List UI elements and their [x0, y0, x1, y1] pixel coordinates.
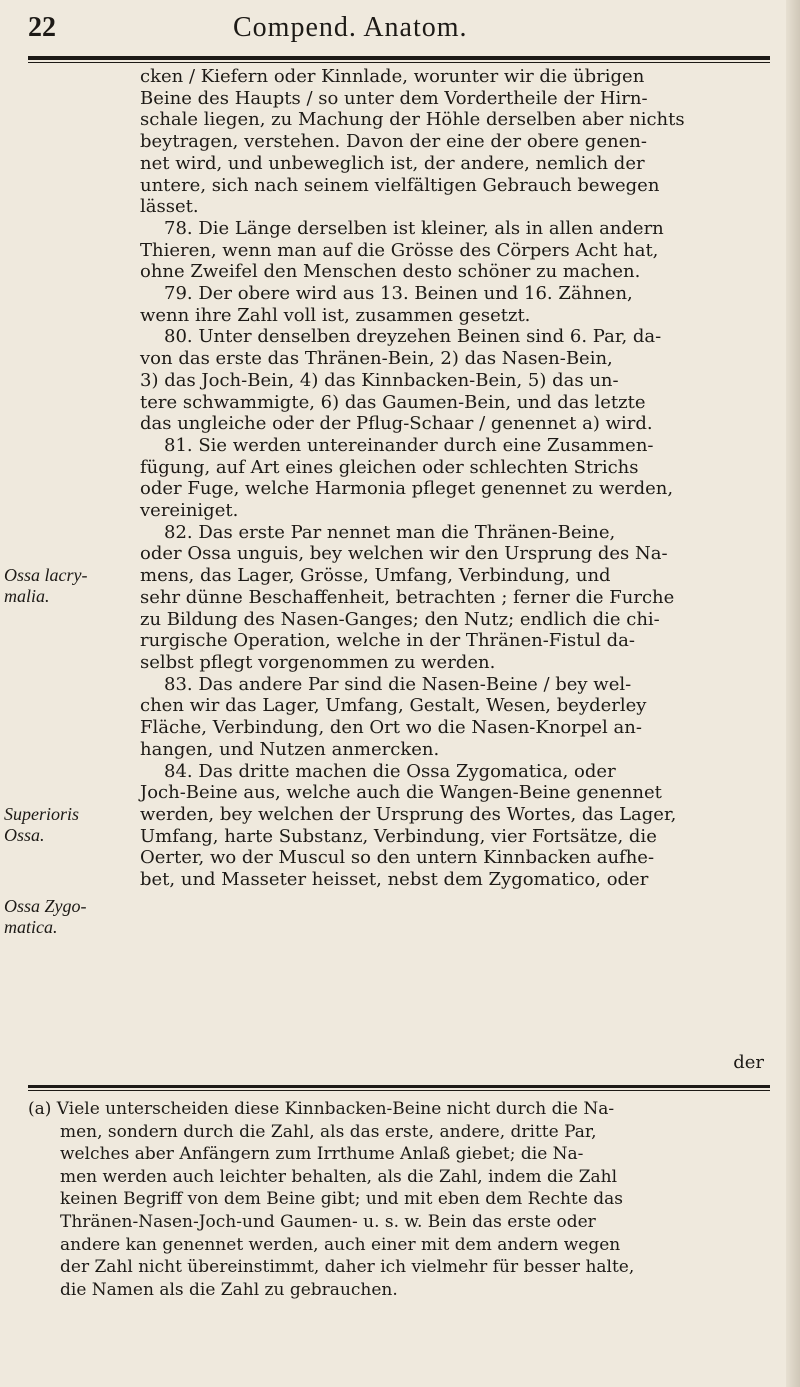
margin-note-ossa-lacrymalia: [4, 565, 134, 607]
text-line: mens, das Lager, Grösse, Umfang, Verbindung, und: [140, 565, 611, 587]
paragraph-84: [140, 761, 770, 891]
text-line: das ungleiche oder der Pflug-Schaar / genennet a) wird.: [140, 413, 653, 435]
text-line: Umfang, harte Substanz, Verbindung, vier Fortsätze, die: [140, 825, 657, 847]
text-line: 81. Sie werden untereinander durch eine Zusammen-: [164, 434, 654, 456]
footnote-line: men, sondern durch die Zahl, als das erste, andere, dritte Par,: [60, 1121, 597, 1142]
text-line: 80. Unter denselben dreyzehen Beinen sind 6. Par, da-: [164, 326, 662, 348]
paragraph-77-end: [140, 66, 770, 218]
margin-note-line: malia.: [4, 586, 50, 606]
text-line: Joch-Beine aus, welche auch die Wangen-Beine genennet: [140, 782, 662, 804]
footnote-line: Thränen-Nasen-Joch-und Gaumen- u. s. w. Bein das erste oder: [60, 1211, 596, 1232]
margin-note-superioris: [4, 804, 134, 846]
text-line: 84. Das dritte machen die Ossa Zygomatica, oder: [164, 760, 616, 782]
text-line: bet, und Masseter heisset, nebst dem Zygomatico, oder: [140, 869, 649, 891]
margin-note-line: Ossa lacry-: [4, 565, 88, 585]
page-number: 22: [28, 12, 56, 43]
footnote-rule-thin: [28, 1090, 770, 1091]
text-line: 79. Der obere wird aus 13. Beinen und 16. Zähnen,: [164, 283, 633, 305]
text-line: wenn ihre Zahl voll ist, zusammen gesetzt.: [140, 304, 531, 326]
footnote-line: keinen Begriff von dem Beine gibt; und mit eben dem Rechte das: [60, 1189, 624, 1210]
text-line: hangen, und Nutzen anmercken.: [140, 738, 440, 760]
margin-note-line: Superioris: [4, 804, 80, 824]
main-text: [140, 66, 770, 891]
text-line: tere schwammigte, 6) das Gaumen-Bein, und das letzte: [140, 391, 646, 413]
footnote-rule: [28, 1085, 770, 1088]
footnote-line: andere kan genennet werden, auch einer mit dem andern wegen: [60, 1234, 621, 1255]
text-line: chen wir das Lager, Umfang, Gestalt, Wesen, beyderley: [140, 695, 647, 717]
margin-note-line: matica.: [4, 917, 58, 937]
text-line: sehr dünne Beschaffenheit, betrachten ; ferner die Furche: [140, 586, 675, 608]
text-line: Thieren, wenn man auf die Grösse des Cörpers Acht hat,: [140, 239, 659, 261]
text-line: selbst pflegt vorgenommen zu werden.: [140, 651, 496, 673]
footnote-line: der Zahl nicht übereinstimmt, daher ich vielmehr für besser halte,: [60, 1257, 635, 1278]
text-line: vereiniget.: [140, 500, 239, 522]
text-line: oder Fuge, welche Harmonia pfleget genennet zu werden,: [140, 478, 674, 500]
text-line: untere, sich nach seinem vielfältigen Gebrauch bewegen: [140, 174, 660, 196]
text-line: 82. Das erste Par nennet man die Thränen-Beine,: [164, 521, 616, 543]
page-edge-shadow: [786, 0, 800, 1387]
text-line: oder Ossa unguis, bey welchen wir den Ursprung des Na-: [140, 543, 668, 565]
text-line: lässet.: [140, 196, 199, 218]
text-line: fügung, auf Art eines gleichen oder schlechten Strichs: [140, 456, 639, 478]
footnote-line: welches aber Anfängern zum Irrthume Anlaß giebet; die Na-: [60, 1144, 584, 1165]
margin-note-line: Ossa.: [4, 825, 45, 845]
text-line: werden, bey welchen der Ursprung des Wortes, das Lager,: [140, 803, 677, 825]
text-line: 3) das Joch-Bein, 4) das Kinnbacken-Bein, 5) das un-: [140, 369, 619, 391]
footnote: [28, 1098, 773, 1301]
text-line: rurgische Operation, welche in der Thränen-Fistul da-: [140, 630, 635, 652]
paragraph-81: [140, 435, 770, 522]
running-title: Compend. Anatom.: [233, 12, 468, 43]
text-line: Fläche, Verbindung, den Ort wo die Nasen-Knorpel an-: [140, 717, 642, 739]
paragraph-83: [140, 674, 770, 761]
header-rule: [28, 56, 770, 60]
text-line: 78. Die Länge derselben ist kleiner, als in allen andern: [164, 217, 664, 239]
text-line: zu Bildung des Nasen-Ganges; den Nutz; endlich die chi-: [140, 608, 660, 630]
page-header: [28, 12, 770, 52]
text-line: Beine des Haupts / so unter dem Vordertheile der Hirn-: [140, 87, 648, 109]
text-line: cken / Kiefern oder Kinnlade, worunter wir die übrigen: [140, 66, 645, 87]
catchword: der: [733, 1052, 764, 1073]
footnote-line: (a) Viele unterscheiden diese Kinnbacken-Beine nicht durch die Na-: [28, 1099, 615, 1119]
text-line: Oerter, wo der Muscul so den untern Kinnbacken aufhe-: [140, 847, 655, 869]
text-line: beytragen, verstehen. Davon der eine der obere genen-: [140, 131, 647, 153]
paragraph-78: [140, 218, 770, 283]
text-line: von das erste das Thränen-Bein, 2) das Nasen-Bein,: [140, 348, 613, 370]
text-line: ohne Zweifel den Menschen desto schöner zu machen.: [140, 261, 641, 283]
margin-note-line: Ossa Zygo-: [4, 896, 87, 916]
text-line: 83. Das andere Par sind die Nasen-Beine / bey wel-: [164, 673, 632, 695]
footnote-line: men werden auch leichter behalten, als die Zahl, indem die Zahl: [60, 1166, 618, 1187]
footnote-line: die Namen als die Zahl zu gebrauchen.: [60, 1279, 398, 1300]
paragraph-80: [140, 326, 770, 435]
paragraph-82: [140, 522, 770, 674]
header-rule-thin: [28, 62, 770, 63]
text-line: schale liegen, zu Machung der Höhle derselben aber nichts: [140, 109, 685, 131]
paragraph-79: [140, 283, 770, 326]
text-line: net wird, und unbeweglich ist, der andere, nemlich der: [140, 152, 645, 174]
margin-note-ossa-zygomatica: [4, 896, 134, 938]
